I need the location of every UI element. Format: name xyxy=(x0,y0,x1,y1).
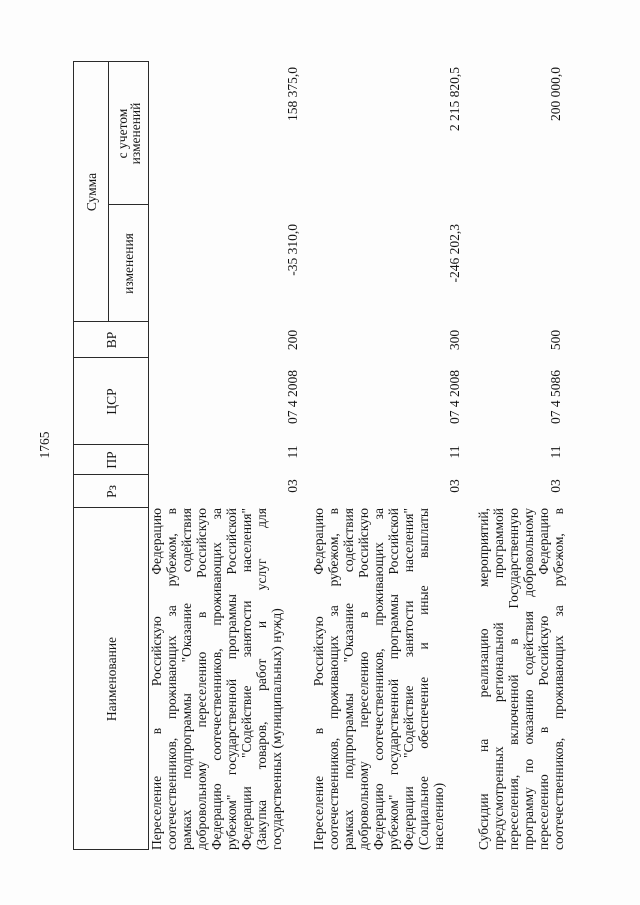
cell-rz: 03 xyxy=(285,479,300,493)
name-line: рубежом" государственной программы Российской xyxy=(386,508,401,850)
name-line: (Социальное обеспечение и иные выплаты xyxy=(416,508,431,850)
cell-vr: 500 xyxy=(548,329,563,351)
name-line: Субсидии на реализацию мероприятий, xyxy=(476,508,491,850)
name-line: программу по оказанию содействия добровольному xyxy=(521,508,536,850)
name-line: рамках подпрограммы "Оказание содействия xyxy=(341,508,356,850)
table-row xyxy=(476,62,566,850)
header-sum: Сумма xyxy=(83,172,99,212)
header-changes: изменения xyxy=(121,233,136,294)
row-name xyxy=(476,508,566,850)
cell-changes: -35 310,0 xyxy=(285,224,300,276)
name-line: соотечественников, проживающих за рубежом, в xyxy=(326,508,341,850)
name-line: Переселение в Российскую Федерацию xyxy=(149,508,164,850)
header-csr: ЦСР xyxy=(103,388,119,415)
name-line: добровольному переселению в Российскую xyxy=(356,508,371,850)
cell-csr: 07 4 2008 xyxy=(447,370,462,424)
name-line: (Закупка товаров, работ и услуг для xyxy=(254,508,269,850)
name-line: переселению в Российскую Федерацию xyxy=(536,508,551,850)
name-line: добровольному переселению в Российскую xyxy=(194,508,209,850)
header-rz: Рз xyxy=(103,485,119,498)
row-name xyxy=(149,508,284,850)
page-number: 1765 xyxy=(37,431,52,459)
cell-vr: 300 xyxy=(447,329,462,351)
cell-with-changes: 2 215 820,5 xyxy=(447,67,462,132)
header-with-changes-cell xyxy=(109,62,148,205)
cell-pr: 11 xyxy=(447,445,462,459)
name-line: соотечественников, проживающих за рубежом, в xyxy=(551,508,566,850)
cell-csr: 07 4 2008 xyxy=(285,370,300,424)
name-line: государственных (муниципальных) нужд) xyxy=(269,608,284,850)
cell-changes: -246 202,3 xyxy=(447,224,462,283)
name-line: рубежом" государственной программы Российской xyxy=(224,508,239,850)
header-name: Наименование xyxy=(103,636,119,722)
header-vr: ВР xyxy=(103,331,119,349)
name-line: Переселение в Российскую Федерацию xyxy=(311,508,326,850)
table-row xyxy=(149,62,300,850)
header-with-changes: с учетом изменений xyxy=(114,102,143,165)
name-line: предусмотренных региональной программой xyxy=(491,508,506,850)
cell-with-changes: 158 375,0 xyxy=(285,67,300,121)
cell-vr: 200 xyxy=(285,329,300,351)
name-line: рамках подпрограммы "Оказание содействия xyxy=(179,508,194,850)
cell-csr: 07 4 5086 xyxy=(548,370,563,424)
name-line: соотечественников, проживающих за рубежом, в xyxy=(164,508,179,850)
name-line: населению) xyxy=(431,782,446,850)
cell-pr: 11 xyxy=(548,445,563,459)
name-line: переселения, включенной в Государственную xyxy=(506,508,521,850)
cell-rz: 03 xyxy=(447,479,462,493)
name-line: Федерации "Содействие занятости населения" xyxy=(401,508,416,850)
header-pr: ПР xyxy=(103,451,119,469)
cell-with-changes: 200 000,0 xyxy=(548,67,563,121)
table-row xyxy=(311,62,462,850)
row-name xyxy=(311,508,446,850)
name-line: Федерацию соотечественников, проживающих за xyxy=(371,508,386,850)
name-line: Федерацию соотечественников, проживающих за xyxy=(209,508,224,850)
name-line: Федерации "Содействие занятости населения" xyxy=(239,508,254,850)
cell-rz: 03 xyxy=(548,479,563,493)
cell-pr: 11 xyxy=(285,445,300,459)
